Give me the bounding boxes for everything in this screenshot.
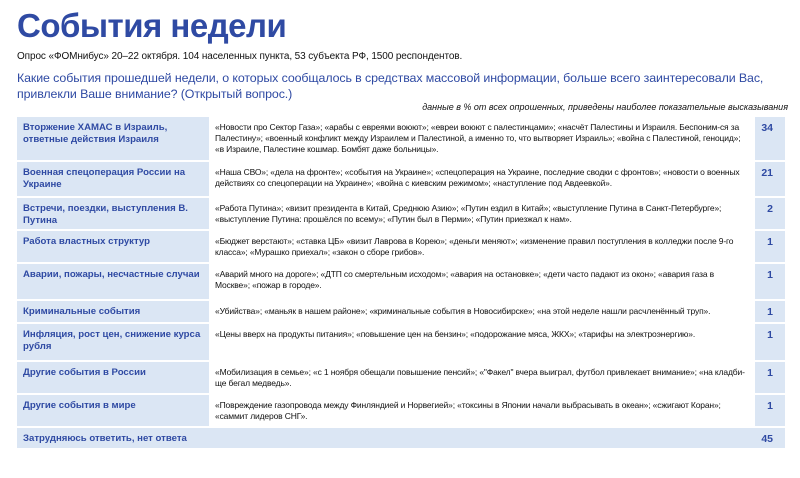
category-label: Другие события в мире <box>17 394 209 427</box>
table-row <box>17 263 785 300</box>
percent-value: 1 <box>755 230 785 263</box>
quotes-text: «Наша СВО»; «дела на фронте»; «события на Украине»; «спецоперация на Украине, последние сводки с фронтов»; «новости о военных действиях со спецоперации на Украине»; «война с киевским режимом»; «наступление под Авдеевкой». <box>209 161 755 197</box>
table-row <box>17 161 785 197</box>
category-label: Военная спецоперация России на Украине <box>17 161 209 197</box>
category-label: Аварии, пожары, несчастные случаи <box>17 263 209 300</box>
percent-value: 34 <box>755 117 785 161</box>
summary-value: 45 <box>755 427 785 449</box>
table-row <box>17 117 785 161</box>
page-title: События недели <box>17 7 287 44</box>
quotes-text: «Аварий много на дороге»; «ДТП со смертельным исходом»; «авария на остановке»; «дети часто падают из окон»; «авария газа в Москве»; «пожар в городе». <box>209 263 755 300</box>
category-label: Другие события в России <box>17 361 209 394</box>
category-label: Вторжение ХАМАС в Израиль, ответные действия Израиля <box>17 117 209 161</box>
quotes-text: «Работа Путина»; «визит президента в Китай, Среднюю Азию»; «Путин ездил в Китай»; «выступление Путина в Санкт-Петербурге»; «выступление Путина: прошёлся по всему»; «Путин был в Перми»; «Путин приезжал к нам». <box>209 197 755 230</box>
quotes-text: «Бюджет верстают»; «ставка ЦБ» «визит Лаврова в Корею»; «деньги меняют»; «изменение правил поступления в колледжи после 9-го класса»; «Мурашко приехал»; «закон о сборе грибов». <box>209 230 755 263</box>
percent-value: 2 <box>755 197 785 230</box>
category-label: Инфляция, рост цен, снижение курса рубля <box>17 323 209 361</box>
table-row <box>17 323 785 361</box>
summary-row <box>17 427 785 449</box>
survey-info: Опрос «ФОМнибус» 20–22 октября. 104 населенных пункта, 53 субъекта РФ, 1500 респондентов. <box>17 51 463 62</box>
percent-value: 1 <box>755 323 785 361</box>
category-label: Криминальные события <box>17 300 209 323</box>
summary-label: Затрудняюсь ответить, нет ответа <box>17 427 755 449</box>
quotes-text: «Повреждение газопровода между Финляндией и Норвегией»; «токсины в Японии начали выбрасывать в океан»; «сжигают Коран»; «саммит лидеров СНГ». <box>209 394 755 427</box>
data-note: данные в % от всех опрошенных, приведены наиболее показательные высказывания <box>422 102 788 112</box>
table-row <box>17 394 785 427</box>
category-label: Работа властных структур <box>17 230 209 263</box>
quotes-text: «Цены вверх на продукты питания»; «повышение цен на бензин»; «подорожание мяса, ЖКХ»; «тарифы на электроэнергию». <box>209 323 755 361</box>
category-label: Встречи, поездки, выступления В. Путина <box>17 197 209 230</box>
table-row <box>17 230 785 263</box>
quotes-text: «Убийства»; «маньяк в нашем районе»; «криминальные события в Новосибирске»; «на этой неделе нашли расчленённый труп». <box>209 300 755 323</box>
table-row <box>17 197 785 230</box>
results-table <box>17 117 785 450</box>
table-row <box>17 361 785 394</box>
table-row <box>17 300 785 323</box>
quotes-text: «Мобилизация в семье»; «с 1 ноября обещали повышение пенсий»; «"Факел" вчера выиграл, футбол привлекает внимание»; «на кладби-ще бегал медведь». <box>209 361 755 394</box>
percent-value: 1 <box>755 361 785 394</box>
percent-value: 1 <box>755 394 785 427</box>
percent-value: 1 <box>755 263 785 300</box>
quotes-text: «Новости про Сектор Газа»; «арабы с евреями воюют»; «евреи воюют с палестинцами»; «насчёт Палестины и Израиля. Беспоним-ся за Палестину»; «военный конфликт между Израилем и Палестиной, а именно то, что вытворяет Израиль»; «война с Палестиной, геноцид»; «в Израиле, Палестине кошмар. Бомбят даже больницы». <box>209 117 755 161</box>
survey-question: Какие события прошедшей недели, о которых сообщалось в средствах массовой информации, больше всего заинтересовали Вас, привлекли Ваше внимание? (Открытый вопрос.) <box>17 71 764 101</box>
percent-value: 21 <box>755 161 785 197</box>
percent-value: 1 <box>755 300 785 323</box>
